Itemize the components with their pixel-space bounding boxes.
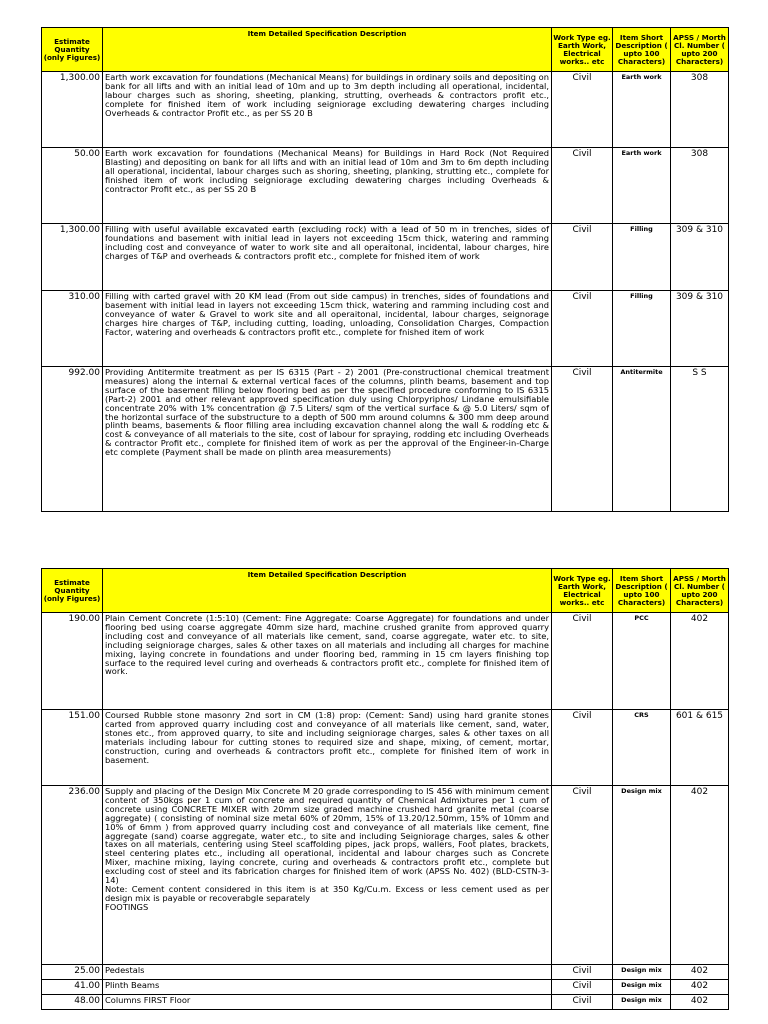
header-work-type: Work Type eg. Earth Work, Electrical works.. etc (552, 569, 613, 613)
description-cell: Earth work excavation for foundations (Mechanical Means) for buildings in ordinary soils and depositing on bank for all lifts and with an initial lead of 10m and up to 3m depth including all operational, incidental, labour charges such as shoring, sheeting, planking, strutting, overheads & contractors profit etc., complete for finished item of work including seigniorage excluding dewatering charges including Overheads & contractor Profit etc., as per SS 20 B (103, 72, 552, 148)
work-type-cell: Civil (552, 367, 613, 512)
header-quantity: Estimate Quantity (only Figures) (42, 569, 103, 613)
apss-cell: 309 & 310 (671, 291, 729, 367)
header-short-description: Item Short Description ( upto 100 Characters) (613, 569, 671, 613)
apss-cell: 402 (671, 995, 729, 1010)
quantity-cell: 1,300.00 (42, 224, 103, 291)
estimate-table-2 (41, 568, 729, 1010)
apss-cell: 308 (671, 72, 729, 148)
quantity-cell: 1,300.00 (42, 72, 103, 148)
description-cell: Coursed Rubble stone masonry 2nd sort in CM (1:8) prop: (Cement: Sand) using hard granite stones carted from approved quarry including cost and conveyance of all materials like cement, sand, water, stones etc., from approved quarry, to site and including seigniorage charges, sales & other taxes on all materials including labour for cutting stones to required size and shape, mixing, of cement, mortar, construction, curing and overheads & contractors profit etc., complete for finished item of work in basement. (103, 710, 552, 786)
header-row (42, 28, 729, 72)
quantity-cell: 48.00 (42, 995, 103, 1010)
quantity-cell: 236.00 (42, 786, 103, 965)
table-row (42, 980, 729, 995)
short-description-cell: Design mix (613, 995, 671, 1010)
table-row (42, 995, 729, 1010)
short-description-cell: Earth work (613, 72, 671, 148)
work-type-cell: Civil (552, 980, 613, 995)
table-row (42, 148, 729, 224)
work-type-cell: Civil (552, 613, 613, 710)
header-quantity: Estimate Quantity (only Figures) (42, 28, 103, 72)
apss-cell: 402 (671, 613, 729, 710)
short-description-cell: Design mix (613, 965, 671, 980)
description-cell: Filling with carted gravel with 20 KM lead (From out side campus) in trenches, sides of foundations and basement with initial lead in layers not exceeding 15cm thick, watering and ramming including cost and conveyance of water & Gravel to work site and all operaitonal, incidental, labour charges, seignorage charges hire charges of T&P, including cutting, loading, unloading, Consolidation Charges, Compaction Factor, watering and overheads & contractors profit etc., complete for fnished item of work (103, 291, 552, 367)
estimate-table-1 (41, 27, 729, 512)
quantity-cell: 25.00 (42, 965, 103, 980)
description-cell: Providing Antitermite treatment as per IS 6315 (Part - 2) 2001 (Pre-constructional chemical treatment measures) along the internal & external vertical faces of the columns, plinth beams, basement and top surface of the basement filling below flooring bed as per the specified procedure conforming to IS 6315 (Part-2) 2001 and other relevant approved specification duly using Chlorpyriphos/ Lindane emulsifiable concentrate 20% with 1% concentration @ 7.5 Liters/ sqm of the vertical surface & @ 5.0 Liters/ sqm of the horizontal surface of the substructure to a depth of 500 mm around columns & 300 mm deep around plinth beams, basements & floor filling area including excavation channel along the wall & rodding etc & cost & conveyance of all materials to the site, cost of labour for spraying, rodding etc including Overheads & contractor Profit etc., complete for finished item of work as per the approval of the Engineer-in-Charge etc complete (Payment shall be made on plinth area measurements) (103, 367, 552, 512)
work-type-cell: Civil (552, 72, 613, 148)
description-cell: Plain Cement Concrete (1:5:10) (Cement: Fine Aggregate: Coarse Aggregate) for foundations and under flooring bed using coarse aggregate 40mm size hard, machine crushed granite from approved quarry including cost and conveyance of all materials like cement, sand, coarse aggregate, water etc. to site, including seigniorage charges, sales & other taxes on all materials and including all charges for machine mixing, laying concrete in foundations and under flooring bed, ramming in 15 cm layers finishing top surface to the required level curing and overheads & contractors profit etc., complete for finished item of work. (103, 613, 552, 710)
quantity-cell: 151.00 (42, 710, 103, 786)
short-description-cell: Antitermite (613, 367, 671, 512)
header-short-description: Item Short Description ( upto 100 Characters) (613, 28, 671, 72)
table-row (42, 710, 729, 786)
quantity-cell: 310.00 (42, 291, 103, 367)
work-type-cell: Civil (552, 995, 613, 1010)
work-type-cell: Civil (552, 291, 613, 367)
work-type-cell: Civil (552, 965, 613, 980)
apss-cell: S S (671, 367, 729, 512)
description-cell: Columns FIRST Floor (103, 995, 552, 1010)
apss-cell: 402 (671, 980, 729, 995)
header-work-type: Work Type eg. Earth Work, Electrical works.. etc (552, 28, 613, 72)
description-cell: Pedestals (103, 965, 552, 980)
header-apss: APSS / Morth Cl. Number ( upto 200 Characters) (671, 28, 729, 72)
short-description-cell: PCC (613, 613, 671, 710)
apss-cell: 308 (671, 148, 729, 224)
table-row (42, 965, 729, 980)
quantity-cell: 190.00 (42, 613, 103, 710)
description-cell: Supply and placing of the Design Mix Concrete M 20 grade corresponding to IS 456 with minimum cement content of 350kgs per 1 cum of concrete and required quantity of Chemical Admixtures per 1 cum of concrete using CONCRETE MIXER with 20mm size graded machine crushed hard granite metal (coarse aggregate) ( consisting of nominal size metal 60% of 20mm, 15% of 13.20/12.50mm, 15% of 10mm and 10% of 6mm ) from approved quarry including cost and conveyance of all materials like cement, fine aggregate (sand) coarse aggregate, water etc., to site and including Seigniorage charges, sales & other taxes on all materials, centering using Steel scaffolding pipes, jack props, wallers, Foot plates, brackets, steel centering plates etc., including all operational, incidental and labour charges such as Concrete Mixer, machine mixing, laying concrete, curing and overheads & contractors profit etc., complete but excluding cost of steel and its fabrication charges for finished item of work (APSS No. 402) (BLD-CSTN-3-14) Note: Cement content considered in this item is at 350 Kg/Cu.m. Excess or less cement used as per design mix is payable or recoverabgle separately FOOTINGS (103, 786, 552, 965)
quantity-cell: 50.00 (42, 148, 103, 224)
short-description-cell: CRS (613, 710, 671, 786)
description-cell: Plinth Beams (103, 980, 552, 995)
header-apss: APSS / Morth Cl. Number ( upto 200 Characters) (671, 569, 729, 613)
table-row (42, 613, 729, 710)
short-description-cell: Filling (613, 224, 671, 291)
header-row (42, 569, 729, 613)
apss-cell: 601 & 615 (671, 710, 729, 786)
short-description-cell: Design mix (613, 980, 671, 995)
header-description: Item Detailed Specification Description (103, 569, 552, 613)
quantity-cell: 41.00 (42, 980, 103, 995)
short-description-cell: Design mix (613, 786, 671, 965)
apss-cell: 402 (671, 786, 729, 965)
header-description: Item Detailed Specification Description (103, 28, 552, 72)
short-description-cell: Earth work (613, 148, 671, 224)
work-type-cell: Civil (552, 148, 613, 224)
description-cell: Filling with useful available excavated earth (excluding rock) with a lead of 50 m in trenches, sides of foundations and basement with initial lead in layers not exceeding 15cm thick, watering and ramming including cost and conveyance of water to work site and all operaitonal, incidental, labour charges, hire charges of T&P and overheads & contractors profit etc., complete for fnished item of work (103, 224, 552, 291)
work-type-cell: Civil (552, 710, 613, 786)
apss-cell: 402 (671, 965, 729, 980)
table-row (42, 367, 729, 512)
description-cell: Earth work excavation for foundations (Mechanical Means) for Buildings in Hard Rock (Not Required Blasting) and depositing on bank for all lifts and with an initial lead of 10m and 3m to 6m depth including all operational, incidental, labour charges such as shoring, sheeting, planking, strutting etc., complete for finished item of work including seigniorage excluding dewatering charges including Overheads & contractor Profit etc., as per SS 20 B (103, 148, 552, 224)
quantity-cell: 992.00 (42, 367, 103, 512)
table-row (42, 72, 729, 148)
work-type-cell: Civil (552, 224, 613, 291)
short-description-cell: Filling (613, 291, 671, 367)
table-row (42, 786, 729, 965)
work-type-cell: Civil (552, 786, 613, 965)
table-row (42, 291, 729, 367)
apss-cell: 309 & 310 (671, 224, 729, 291)
table-row (42, 224, 729, 291)
